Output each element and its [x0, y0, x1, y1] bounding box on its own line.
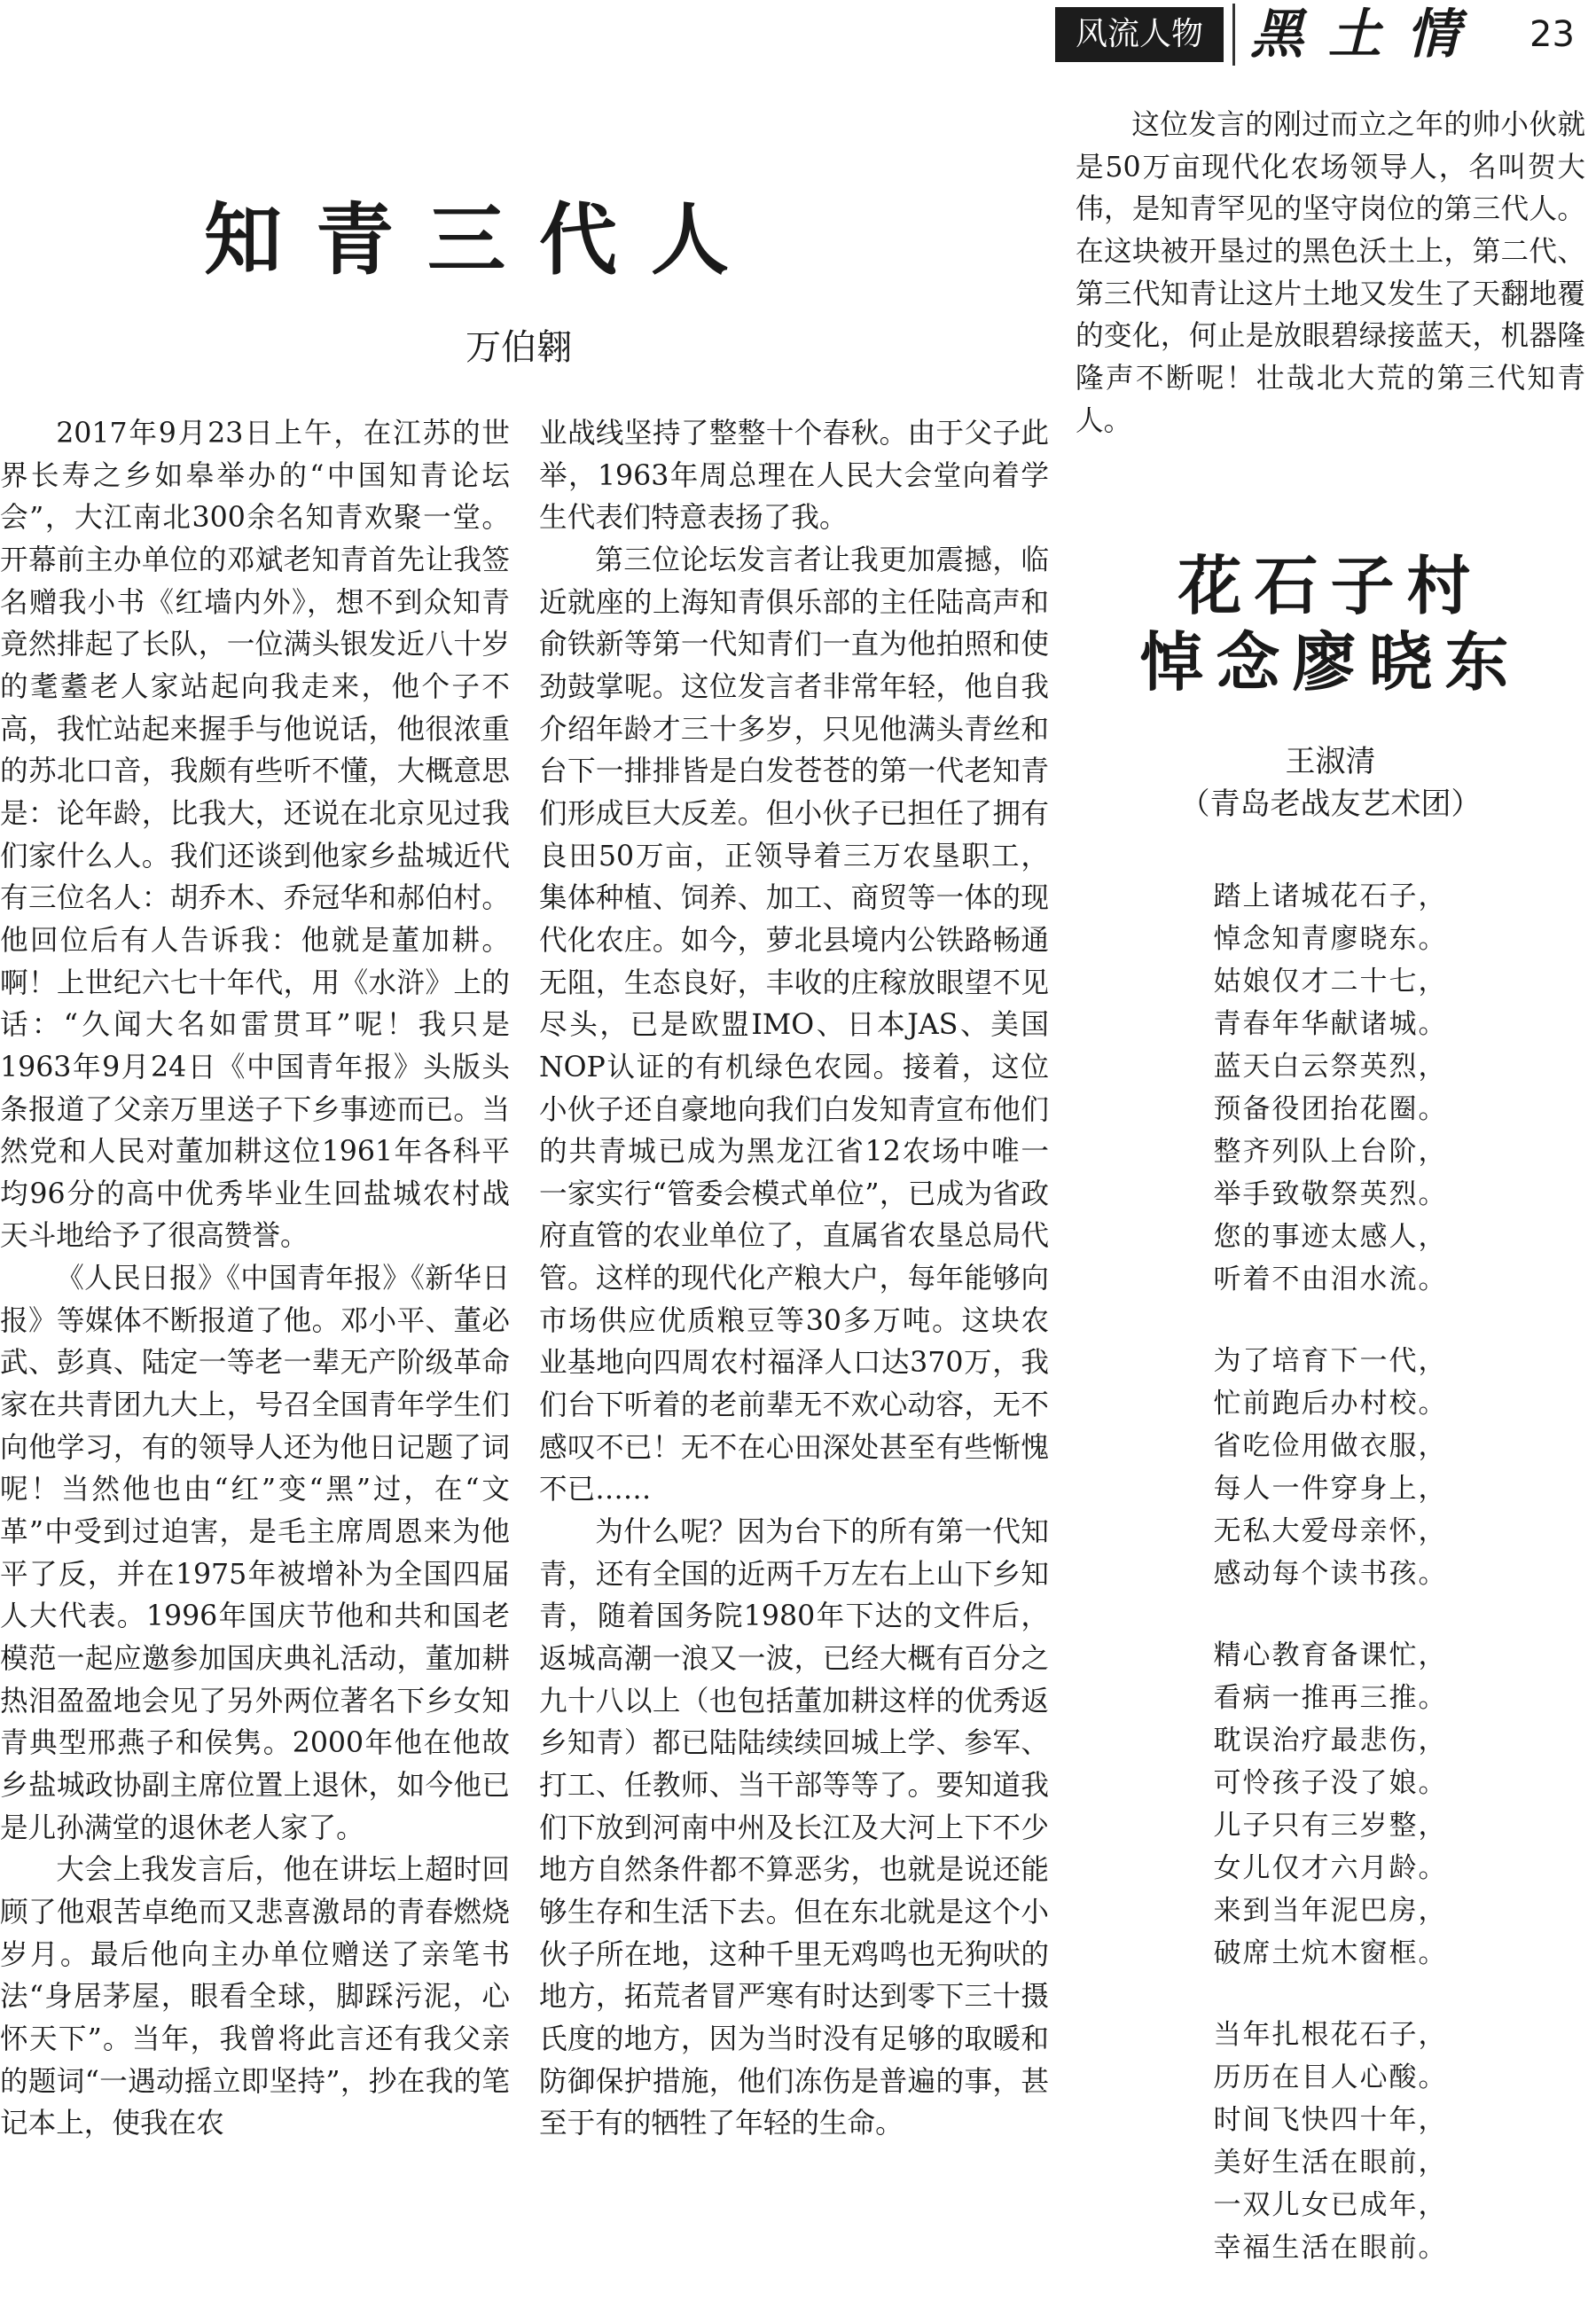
poem-body: [1076, 875, 1585, 2308]
poem-line: 每人一件穿身上，: [1213, 1473, 1448, 1505]
poem-line: 耽误治疗最悲伤，: [1213, 1725, 1448, 1756]
article-paragraph: 这位发言的刚过而立之年的帅小伙就是50万亩现代化农场领导人，名叫贺大伟，是知青罕见的坚守岗位的第三代人。在这块被开垦过的黑色沃土上，第二代、第三代知青让这片土地又发生了天翻地覆的变化，何止是放眼碧绿接蓝天，机器隆隆声不断呢！壮哉北大荒的第三代知青人。: [1076, 109, 1585, 437]
poem-line: 时间飞快四十年，: [1213, 2104, 1448, 2136]
poem-line: 整齐列队上台阶，: [1213, 1136, 1448, 1168]
poem-line: 幸福生活在眼前。: [1213, 2232, 1448, 2264]
poem-stanza: [1076, 1340, 1585, 1595]
poem-line: 您的事迹太感人，: [1213, 1221, 1448, 1253]
article-column-2: [539, 413, 1049, 2146]
article-paragraph: 为什么呢？因为台下的所有第一代知青，还有全国的近两千万左右上山下乡知青，随着国务院1980年下达的文件后，返城高潮一浪又一波，已经大概有百分之九十八以上（也包括董加耕这样的优秀返乡知青）都已陆陆续续回城上学、参军、打工、任教师、当干部等等了。要知道我们下放到河南中州及长江及大河上下不少地方自然条件都不算恶劣，也就是说还能够生存和生活下去。但在东北就是这个小伙子所在地，这种千里无鸡鸣也无狗吠的地方，拓荒者冒严寒有时达到零下三十摄氏度的地方，因为当时没有足够的取暖和防御保护措施，他们冻伤是普遍的事，甚至于有的牺牲了年轻的生命。: [539, 1516, 1049, 2140]
poem-line: 一双儿女已成年，: [1213, 2189, 1448, 2221]
section-tag: 风流人物: [1055, 7, 1224, 62]
poem-line: 来到当年泥巴房，: [1213, 1895, 1448, 1927]
poem-title-line-2: 悼念廖晓东: [1139, 624, 1522, 700]
poem-line: 可怜孩子没了娘。: [1213, 1767, 1448, 1799]
poem-line: 无私大爱母亲怀，: [1213, 1515, 1448, 1547]
poem-line: 青春年华献诸城。: [1213, 1008, 1448, 1040]
poem-line: 精心教育备课忙，: [1213, 1639, 1448, 1671]
article-author: 万伯翱: [466, 327, 572, 368]
poem-byline: [1076, 740, 1585, 825]
poem-line: 悼念知青廖晓东。: [1213, 923, 1448, 955]
article-paragraph: 2017年9月23日上午，在江苏的世界长寿之乡如皋举办的“中国知青论坛会”，大江南北300余名知青欢聚一堂。开幕前主办单位的邓斌老知青首先让我签名赠我小书《红墙内外》，想不到众知青竟然排起了长队，一位满头银发近八十岁的耄耋老人家站起向我走来，他个子不高，我忙站起来握手与他说话，他很浓重的苏北口音，我颇有些听不懂，大概意思是：论年龄，比我大，还说在北京见过我们家什么人。我们还谈到他家乡盐城近代有三位名人：胡乔木、乔冠华和郝伯村。他回位后有人告诉我：他就是董加耕。啊！上世纪六七十年代，用《水浒》上的话：“久闻大名如雷贯耳”呢！我只是1963年9月24日《中国青年报》头版头条报道了父亲万里送子下乡事迹而已。当然党和人民对董加耕这位1961年各科平均96分的高中优秀毕业生回盐城农村战天斗地给予了很高赞誉。: [0, 418, 510, 1253]
poem-line: 感动每个读书孩。: [1213, 1558, 1448, 1590]
poem-line: 举手致敬祭英烈。: [1213, 1178, 1448, 1210]
header-divider: [1232, 4, 1235, 66]
page-header: [0, 0, 1596, 71]
poem-line: 看病一推再三推。: [1213, 1682, 1448, 1714]
article-paragraph-continued: 业战线坚持了整整十个春秋。由于父子此举，1963年周总理在人民大会堂向着学生代表们特意表扬了我。: [539, 418, 1049, 535]
poem-stanza: [1076, 1634, 1585, 1975]
poem-author-affiliation: （青岛老战友艺术团）: [1179, 786, 1482, 822]
article-title: 知青三代人: [204, 193, 763, 286]
poem-stanza: [1076, 2014, 1585, 2269]
article-paragraph: 大会上我发言后，他在讲坛上超时回顾了他艰苦卓绝而又悲喜激昂的青春燃烧岁月。最后他向主办单位赠送了亲笔书法“身居茅屋，眼看全球，脚踩污泥，心怀天下”。当年，我曾将此言还有我父亲的题词“一遇动摇立即坚持”，抄在我的笔记本上，使我在农: [0, 1854, 510, 2140]
poem-line: 为了培育下一代，: [1213, 1345, 1448, 1377]
poem-line: 破席土炕木窗框。: [1213, 1937, 1448, 1969]
poem-line: 历历在目人心酸。: [1213, 2062, 1448, 2093]
poem-line: 听着不由泪水流。: [1213, 1264, 1448, 1295]
poem-line: 蓝天白云祭英烈，: [1213, 1051, 1448, 1083]
poem-line: 踏上诸城花石子，: [1213, 880, 1448, 912]
poem-line: 省吃俭用做衣服，: [1213, 1430, 1448, 1462]
article-paragraph: 第三位论坛发言者让我更加震撼，临近就座的上海知青俱乐部的主任陆高声和俞铁新等第一代知青们一直为他拍照和使劲鼓掌呢。这位发言者非常年轻，他自我介绍年龄才三十多岁，只见他满头青丝和台下一排排皆是白发苍苍的第一代老知青们形成巨大反差。但小伙子已担任了拥有良田50万亩，正领导着三万农垦职工，集体种植、饲养、加工、商贸等一体的现代化农庄。如今，萝北县境内公铁路畅通无阻，生态良好，丰收的庄稼放眼望不见尽头，已是欧盟IMO、日本JAS、美国NOP认证的有机绿色农园。接着，这位小伙子还自豪地向我们白发知青宣布他们的共青城已成为黑龙江省12农场中唯一一家实行“管委会模式单位”，已成为省政府直管的农业单位了，直属省农垦总局代管。这样的现代化产粮大户，每年能够向市场供应优质粮豆等30多万吨。这块农业基地向四周农村福泽人口达370万，我们台下听着的老前辈无不欢心动容，无不感叹不已！无不在心田深处甚至有些惭愧不已……: [539, 544, 1049, 1506]
poem-line: 姑娘仅才二十七，: [1213, 966, 1448, 998]
page-number: 23: [1530, 14, 1575, 55]
article-column-1: [0, 413, 510, 2146]
poem-line: 女儿仅才六月龄。: [1213, 1852, 1448, 1884]
article-paragraph: 《人民日报》《中国青年报》《新华日报》等媒体不断报道了他。邓小平、董必武、彭真、陆定一等老一辈无产阶级革命家在共青团九大上，号召全国青年学生们向他学习，有的领导人还为他日记题了词呢！当然他也由“红”变“黑”过，在“文革”中受到过迫害，是毛主席周恩来为他平了反，并在1975年被增补为全国四届人大代表。1996年国庆节他和共和国老模范一起应邀参加国庆典礼活动，董加耕热泪盈盈地会见了另外两位著名下乡女知青典型邢燕子和侯隽。2000年他在他故乡盐城政协副主席位置上退休，如今他已是儿孙满堂的退休老人家了。: [0, 1263, 510, 1844]
poem-line: 美好生活在眼前，: [1213, 2147, 1448, 2179]
poem-title: [1076, 548, 1585, 700]
poem-author: 王淑清: [1285, 744, 1376, 779]
magazine-name: 黑土情: [1250, 4, 1484, 66]
poem-line: 当年扎根花石子，: [1213, 2019, 1448, 2051]
article-column-3: [1076, 105, 1585, 442]
poem-stanza: [1076, 875, 1585, 1301]
poem-line: 忙前跑后办村校。: [1213, 1388, 1448, 1420]
poem-line: 儿子只有三岁整，: [1213, 1810, 1448, 1842]
poem-title-line-1: 花石子村: [1177, 548, 1483, 623]
poem-line: 预备役团抬花圈。: [1213, 1093, 1448, 1125]
